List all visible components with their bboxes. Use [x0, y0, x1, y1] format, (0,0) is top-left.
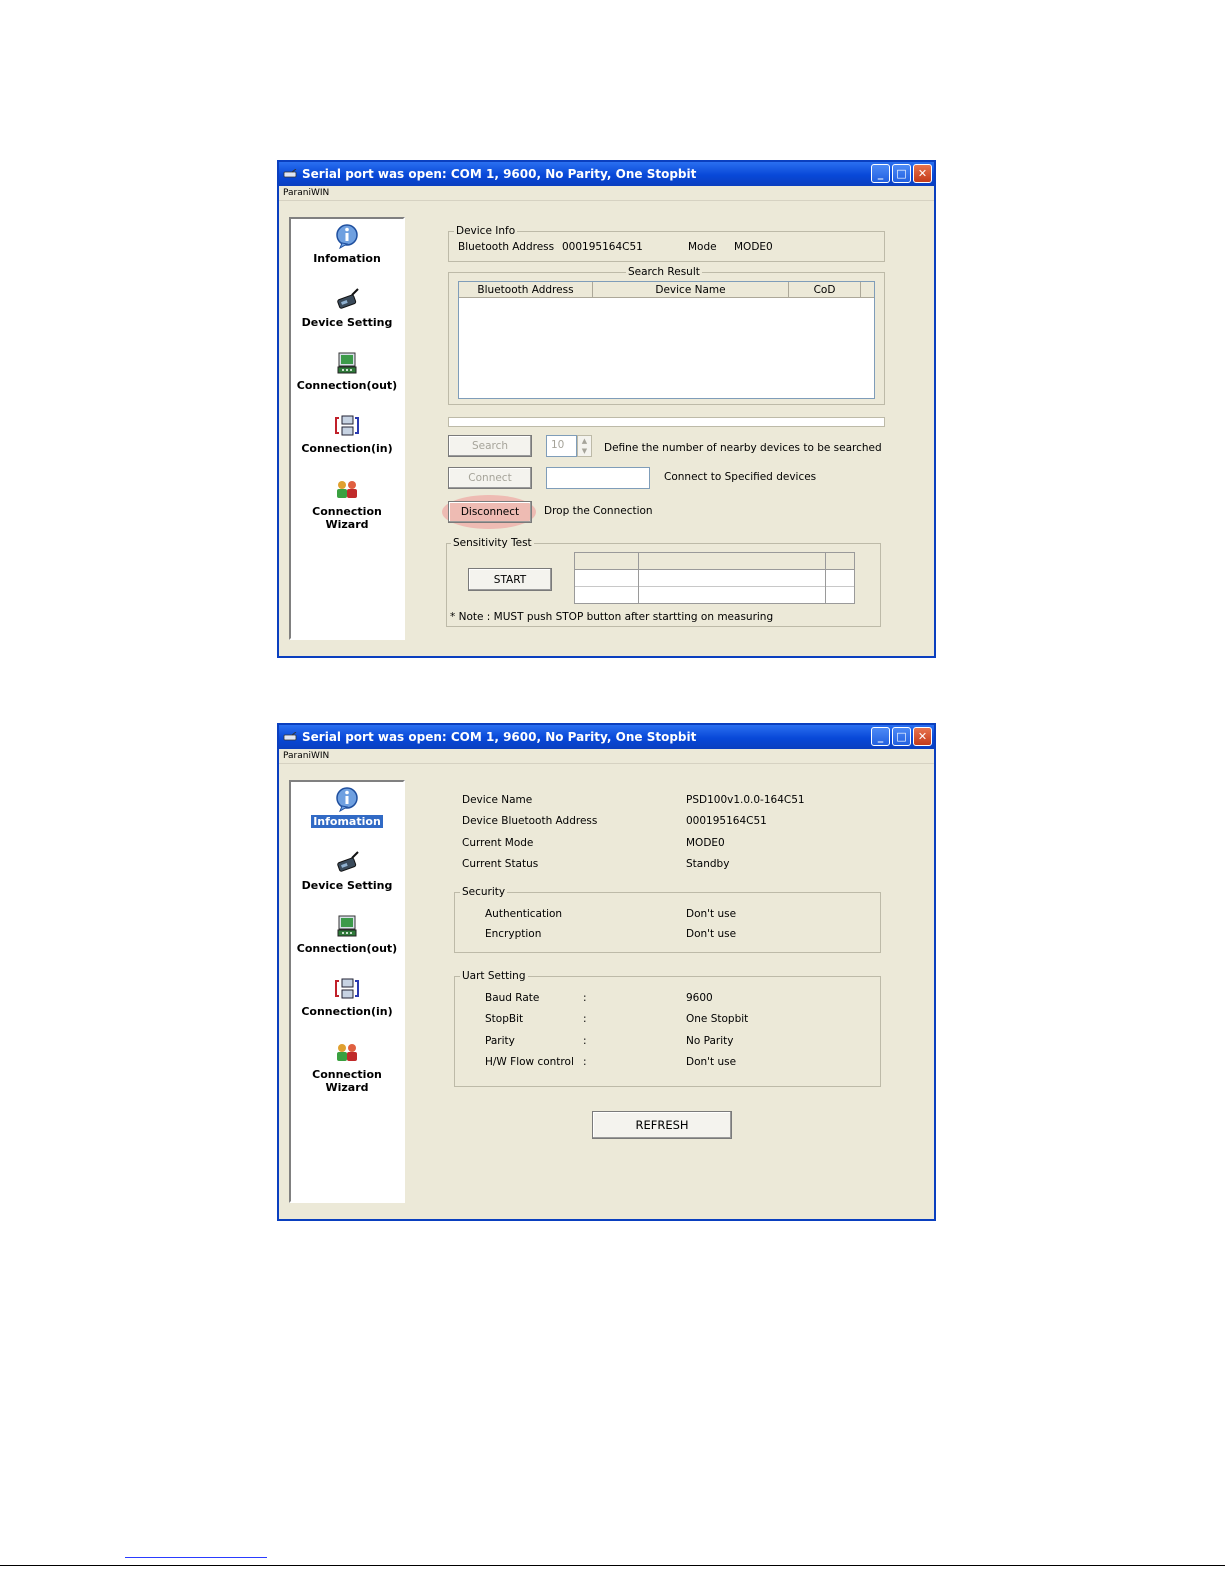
window-title: Serial port was open: COM 1, 9600, No Parity, One Stopbit: [302, 730, 697, 744]
menu-bar: [279, 186, 934, 201]
column-header-bt-address[interactable]: Bluetooth Address: [459, 282, 593, 297]
encryption-value: Don't use: [686, 928, 737, 940]
device-name-value: PSD100v1.0.0-164C51: [686, 794, 805, 806]
spinner-up-icon[interactable]: ▲: [581, 437, 588, 445]
baud-rate-label: Baud Rate: [485, 992, 540, 1004]
sidebar-item-label: Device Setting: [301, 879, 393, 892]
refresh-button[interactable]: REFRESH: [592, 1111, 732, 1139]
info-icon: [333, 223, 361, 249]
footnote-link-line: [125, 1557, 267, 1558]
current-status-value: Standby: [686, 858, 730, 870]
parity-label: Parity: [485, 1035, 515, 1047]
start-button[interactable]: START: [468, 568, 552, 591]
sidebar-item-label: Connection Wizard: [312, 1068, 382, 1094]
sidebar-item-information[interactable]: [291, 786, 403, 828]
connect-button[interactable]: Connect: [448, 467, 532, 489]
minimize-button[interactable]: [871, 164, 890, 183]
info-icon: [333, 786, 361, 812]
baud-rate-colon: :: [583, 992, 587, 1004]
paraniwin-window-connection: [277, 160, 936, 658]
stopbit-label: StopBit: [485, 1013, 524, 1025]
search-count-spinner[interactable]: [577, 435, 592, 457]
minimize-icon: _: [877, 167, 884, 180]
sensitivity-result-grid: [574, 552, 855, 604]
connection-out-icon: [333, 913, 361, 939]
maximize-button[interactable]: [892, 727, 911, 746]
progress-bar: [448, 417, 885, 427]
sidebar-item-connection-in[interactable]: [291, 413, 403, 455]
sidebar-item-label: Connection(in): [301, 442, 393, 455]
search-count-input[interactable]: 10: [546, 435, 577, 457]
stopbit-colon: :: [583, 1013, 587, 1025]
sidebar-item-label: Infomation: [313, 252, 381, 265]
paraniwin-window-information: [277, 723, 936, 1221]
sidebar-item-label: Device Setting: [301, 316, 393, 329]
app-icon: [283, 169, 297, 179]
sidebar-item-connection-out[interactable]: [291, 350, 403, 392]
sidebar-item-label: Connection Wizard: [312, 505, 382, 531]
bt-address-label: Bluetooth Address: [458, 241, 555, 253]
flow-control-label: H/W Flow control: [485, 1056, 574, 1068]
connect-address-input[interactable]: [546, 467, 650, 489]
sidebar-item-label: Infomation: [313, 815, 381, 828]
mode-label: Mode: [688, 241, 717, 253]
connection-in-icon: [333, 976, 361, 1002]
maximize-icon: □: [896, 167, 907, 180]
connect-description: Connect to Specified devices: [664, 471, 817, 483]
maximize-icon: □: [896, 730, 907, 743]
stopbit-value: One Stopbit: [686, 1013, 749, 1025]
device-name-label: Device Name: [462, 794, 533, 806]
minimize-button[interactable]: [871, 727, 890, 746]
column-header-cod[interactable]: CoD: [789, 282, 861, 297]
close-icon: ✕: [917, 167, 928, 180]
connection-wizard-icon: [333, 476, 361, 502]
connection-out-icon: [333, 350, 361, 376]
parity-colon: :: [583, 1035, 587, 1047]
menu-bar: [279, 749, 934, 764]
sidebar-item-information[interactable]: [291, 223, 403, 265]
sensitivity-test-legend: Sensitivity Test: [453, 537, 532, 549]
baud-rate-value: 9600: [686, 992, 713, 1004]
authentication-label: Authentication: [485, 908, 563, 920]
close-button[interactable]: [913, 727, 932, 746]
maximize-button[interactable]: [892, 164, 911, 183]
search-result-list[interactable]: [458, 281, 875, 399]
search-description: Define the number of nearby devices to be searched: [604, 442, 882, 454]
sidebar-item-device-setting[interactable]: [291, 287, 403, 329]
menu-paraniwin[interactable]: ParaniWIN: [283, 188, 330, 198]
search-result-legend: Search Result: [628, 266, 700, 278]
sensitivity-note: * Note : MUST push STOP button after startting on measuring: [450, 611, 774, 623]
title-bar[interactable]: [279, 162, 934, 186]
connection-in-icon: [333, 413, 361, 439]
sidebar-item-connection-wizard[interactable]: [291, 1039, 403, 1094]
device-bt-address-value: 000195164C51: [686, 815, 767, 827]
sidebar: [289, 217, 405, 640]
current-status-label: Current Status: [462, 858, 539, 870]
current-mode-value: MODE0: [686, 837, 725, 849]
close-button[interactable]: [913, 164, 932, 183]
sidebar-item-device-setting[interactable]: [291, 850, 403, 892]
device-bt-address-label: Device Bluetooth Address: [462, 815, 598, 827]
security-legend: Security: [462, 886, 506, 898]
security-group: [454, 886, 881, 953]
disconnect-description: Drop the Connection: [544, 505, 653, 517]
encryption-label: Encryption: [485, 928, 542, 940]
app-icon: [283, 732, 297, 742]
sidebar: [289, 780, 405, 1203]
list-header: [459, 282, 874, 298]
sidebar-item-label: Connection(out): [296, 379, 398, 392]
title-bar[interactable]: [279, 725, 934, 749]
current-mode-label: Current Mode: [462, 837, 534, 849]
mode-value: MODE0: [734, 241, 773, 253]
window-title: Serial port was open: COM 1, 9600, No Parity, One Stopbit: [302, 167, 697, 181]
bt-address-value: 000195164C51: [562, 241, 643, 253]
sidebar-item-connection-in[interactable]: [291, 976, 403, 1018]
spinner-down-icon[interactable]: ▼: [581, 447, 588, 455]
authentication-value: Don't use: [686, 908, 737, 920]
sidebar-item-connection-wizard[interactable]: [291, 476, 403, 531]
close-icon: ✕: [917, 730, 928, 743]
sidebar-item-label: Connection(out): [296, 942, 398, 955]
flow-control-value: Don't use: [686, 1056, 737, 1068]
device-setting-icon: [333, 287, 361, 313]
device-info-legend: Device Info: [456, 225, 516, 237]
menu-paraniwin[interactable]: ParaniWIN: [283, 751, 330, 761]
device-setting-icon: [333, 850, 361, 876]
sidebar-item-label: Connection(in): [301, 1005, 393, 1018]
minimize-icon: _: [877, 730, 884, 743]
column-header-device-name[interactable]: Device Name: [593, 282, 789, 297]
connection-wizard-icon: [333, 1039, 361, 1065]
disconnect-button[interactable]: Disconnect: [448, 501, 532, 523]
flow-control-colon: :: [583, 1056, 587, 1068]
sidebar-item-connection-out[interactable]: [291, 913, 403, 955]
uart-setting-legend: Uart Setting: [462, 970, 526, 982]
search-button[interactable]: Search: [448, 435, 532, 457]
page-rule: [0, 1565, 1225, 1566]
parity-value: No Parity: [686, 1035, 734, 1047]
